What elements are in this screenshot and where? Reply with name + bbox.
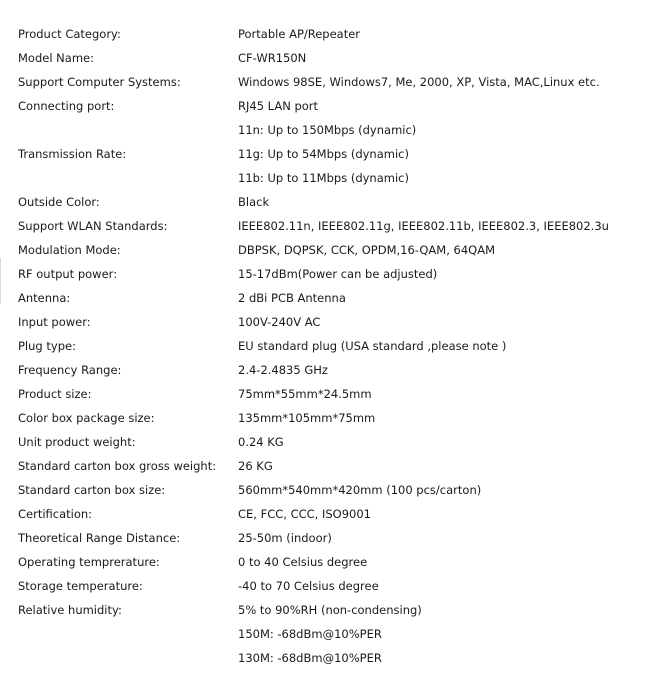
spec-label: Certification:	[18, 507, 93, 521]
spec-value: 15-17dBm(Power can be adjusted)	[238, 267, 438, 281]
spec-value: 26 KG	[238, 459, 273, 473]
spec-row	[18, 598, 648, 622]
spec-value: 100V-240V AC	[238, 315, 321, 329]
spec-value: 25-50m (indoor)	[238, 531, 332, 545]
spec-row	[18, 478, 648, 502]
spec-value: 2 dBi PCB Antenna	[238, 291, 346, 305]
spec-value: 130M: -68dBm@10%PER	[238, 651, 382, 665]
spec-value: 11b: Up to 11Mbps (dynamic)	[238, 171, 409, 185]
spec-row	[18, 622, 648, 646]
spec-label: Frequency Range:	[18, 363, 122, 377]
spec-label: Support Computer Systems:	[18, 75, 181, 89]
spec-row	[18, 238, 648, 262]
spec-value: 150M: -68dBm@10%PER	[238, 627, 382, 641]
spec-value: DBPSK, DQPSK, CCK, OPDM,16-QAM, 64QAM	[238, 243, 495, 257]
spec-value: Portable AP/Repeater	[238, 27, 361, 41]
spec-label: Antenna:	[18, 291, 71, 305]
spec-value: Windows 98SE, Windows7, Me, 2000, XP, Vista, MAC,Linux etc.	[238, 75, 600, 89]
spec-label: Theoretical Range Distance:	[18, 531, 181, 545]
spec-label: Product Category:	[18, 27, 121, 41]
spec-row	[18, 502, 648, 526]
spec-value: 2.4-2.4835 GHz	[238, 363, 328, 377]
spec-value: 11n: Up to 150Mbps (dynamic)	[238, 123, 417, 137]
spec-row	[18, 358, 648, 382]
spec-label: Standard carton box gross weight:	[18, 459, 217, 473]
spec-row	[18, 430, 648, 454]
spec-value: 135mm*105mm*75mm	[238, 411, 376, 425]
spec-row	[18, 166, 648, 190]
spec-row	[18, 118, 648, 142]
spec-row	[18, 334, 648, 358]
spec-label: Plug type:	[18, 339, 76, 353]
spec-row	[18, 22, 648, 46]
spec-value: 560mm*540mm*420mm (100 pcs/carton)	[238, 483, 482, 497]
spec-value: 0 to 40 Celsius degree	[238, 555, 368, 569]
spec-row	[18, 286, 648, 310]
spec-label: Standard carton box size:	[18, 483, 166, 497]
spec-label: Model Name:	[18, 51, 94, 65]
spec-label: Support WLAN Standards:	[18, 219, 168, 233]
spec-row	[18, 262, 648, 286]
spec-label: Transmission Rate:	[18, 147, 127, 161]
spec-label: Outside Color:	[18, 195, 100, 209]
spec-row	[18, 214, 648, 238]
spec-row	[18, 406, 648, 430]
spec-row	[18, 574, 648, 598]
spec-value: 5% to 90%RH (non-condensing)	[238, 603, 422, 617]
spec-value: CF-WR150N	[238, 51, 307, 65]
spec-value: 11g: Up to 54Mbps (dynamic)	[238, 147, 409, 161]
spec-label: Connecting port:	[18, 99, 115, 113]
spec-row	[18, 190, 648, 214]
spec-value: RJ45 LAN port	[238, 99, 319, 113]
spec-label: Color box package size:	[18, 411, 155, 425]
spec-label: RF output power:	[18, 267, 118, 281]
page-edge-divider	[0, 258, 1, 304]
spec-row	[18, 142, 648, 166]
spec-row	[18, 94, 648, 118]
spec-value: 75mm*55mm*24.5mm	[238, 387, 372, 401]
spec-value: EU standard plug (USA standard ,please note )	[238, 339, 507, 353]
spec-value: -40 to 70 Celsius degree	[238, 579, 379, 593]
spec-label: Product size:	[18, 387, 92, 401]
spec-label: Unit product weight:	[18, 435, 136, 449]
spec-value: 0.24 KG	[238, 435, 284, 449]
spec-label: Input power:	[18, 315, 91, 329]
spec-row	[18, 310, 648, 334]
spec-row	[18, 550, 648, 574]
spec-table	[18, 22, 648, 670]
spec-row	[18, 646, 648, 670]
spec-label: Storage temperature:	[18, 579, 143, 593]
spec-row	[18, 382, 648, 406]
spec-row	[18, 526, 648, 550]
spec-label: Modulation Mode:	[18, 243, 121, 257]
spec-value: IEEE802.11n, IEEE802.11g, IEEE802.11b, IEEE802.3, IEEE802.3u	[238, 219, 609, 233]
spec-label: Operating temprerature:	[18, 555, 160, 569]
spec-row	[18, 70, 648, 94]
spec-row	[18, 454, 648, 478]
spec-label: Relative humidity:	[18, 603, 122, 617]
spec-value: CE, FCC, CCC, ISO9001	[238, 507, 372, 521]
spec-row	[18, 46, 648, 70]
spec-value: Black	[238, 195, 270, 209]
